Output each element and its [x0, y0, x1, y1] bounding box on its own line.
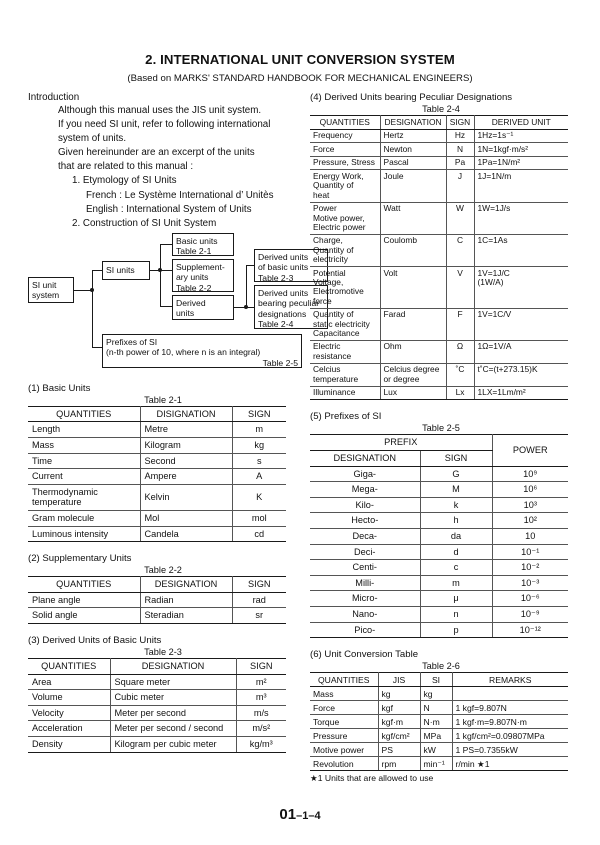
cell-sign: M: [420, 482, 492, 498]
table-row: [310, 701, 568, 715]
table-caption-2-1: Table 2-1: [144, 394, 182, 405]
cell-remarks: 1 PS=0.7355kW: [452, 743, 568, 757]
cell-designation: Watt: [380, 202, 446, 234]
column-header: QUANTITIES: [28, 577, 140, 593]
diagram-box-si-unit-system: SI unit system: [28, 277, 74, 303]
cell-quantity: Quantity of static electricity Capacitance: [310, 308, 380, 340]
table-row: [28, 705, 286, 721]
table-row: [310, 482, 568, 498]
cell-sign: Hz: [446, 129, 474, 143]
cell-designation: Kilo-: [310, 497, 420, 513]
section-label-basic-units: (1) Basic Units: [28, 382, 91, 394]
intro-item-2: 2. Construction of SI Unit System: [72, 217, 217, 229]
cell-quantity: Mass: [310, 687, 378, 701]
intro-line: Although this manual uses the JIS unit system.: [58, 105, 262, 116]
table-row: [310, 729, 568, 743]
table-2-6: [310, 672, 568, 771]
column-header: DISIGNATION: [140, 406, 232, 422]
table-header-row: [28, 577, 286, 593]
cell-sign: ˚C: [446, 363, 474, 386]
diagram-connector: [92, 347, 102, 348]
column-header: SIGN: [420, 451, 492, 467]
cell-designation: Steradian: [140, 608, 232, 624]
table-row: [310, 687, 568, 701]
table-row: [310, 622, 568, 638]
table-row: [28, 721, 286, 737]
cell-quantity: Luminous intensity: [28, 526, 140, 542]
table-row: [310, 143, 568, 157]
cell-sign: p: [420, 622, 492, 638]
cell-sign: K: [232, 484, 286, 510]
footer-page-suffix: –1–4: [296, 810, 321, 822]
cell-derived-unit: 1V=1J/C (1W/A): [474, 267, 568, 309]
cell-designation: Square meter: [110, 674, 236, 690]
cell-sign: mol: [232, 511, 286, 527]
cell-quantity: Revolution: [310, 757, 378, 771]
cell-designation: Lux: [380, 386, 446, 400]
table-row: [310, 513, 568, 529]
cell-designation: Ampere: [140, 469, 232, 485]
cell-sign: Ω: [446, 340, 474, 363]
cell-sign: s: [232, 453, 286, 469]
table-group-header-row: [310, 435, 568, 451]
table-row: [310, 170, 568, 202]
table-header-row: [28, 658, 286, 674]
diagram-box-derived-units-peculiar: Derived units bearing peculiar designations Table 2-4: [254, 285, 328, 329]
cell-power: 10⁶: [492, 482, 568, 498]
diagram-box-supplementary-units: Supplement- ary units Table 2-2: [172, 259, 234, 292]
intro-line: that are related to this manual :: [58, 161, 194, 173]
table-2-6-footnote: ★1 Units that are allowed to use: [310, 773, 434, 784]
cell-quantity: Thermodynamic temperature: [28, 484, 140, 510]
cell-quantity: Plane angle: [28, 592, 140, 608]
cell-jis: kgf/cm²: [378, 729, 420, 743]
cell-sign: m: [232, 422, 286, 438]
cell-quantity: Power Motive power, Electric power: [310, 202, 380, 234]
diagram-connector: [92, 290, 93, 347]
cell-si: kW: [420, 743, 452, 757]
cell-sign: cd: [232, 526, 286, 542]
cell-designation: Micro-: [310, 591, 420, 607]
cell-sign: N: [446, 143, 474, 157]
table-row: [310, 340, 568, 363]
cell-quantity: Pressure, Stress: [310, 156, 380, 170]
cell-designation: Farad: [380, 308, 446, 340]
column-header: DERIVED UNIT: [474, 116, 568, 130]
table-row: [310, 267, 568, 309]
cell-designation: Mega-: [310, 482, 420, 498]
cell-designation: Pascal: [380, 156, 446, 170]
cell-power: 10: [492, 529, 568, 545]
diagram-connector: [246, 307, 254, 308]
column-header: DESIGNATION: [380, 116, 446, 130]
cell-power: 10³: [492, 497, 568, 513]
cell-designation: Pico-: [310, 622, 420, 638]
table-row: [310, 363, 568, 386]
table-2-4: [310, 115, 568, 400]
column-header: SI: [420, 673, 452, 687]
table-row: [28, 592, 286, 608]
cell-designation: Second: [140, 453, 232, 469]
cell-si: min⁻¹: [420, 757, 452, 771]
table-caption-2-5: Table 2-5: [422, 423, 460, 434]
cell-quantity: Acceleration: [28, 721, 110, 737]
cell-derived-unit: 1LX=1Lm/m²: [474, 386, 568, 400]
section-label-unit-conversion: (6) Unit Conversion Table: [310, 649, 419, 661]
cell-sign: V: [446, 267, 474, 309]
cell-quantity: Energy Work, Quantity of heat: [310, 170, 380, 202]
left-column: [28, 92, 320, 753]
column-header: SIGN: [236, 658, 286, 674]
cell-power: 10⁹: [492, 466, 568, 482]
cell-sign: m/s: [236, 705, 286, 721]
column-header: DESIGNATION: [310, 451, 420, 467]
cell-quantity: Force: [310, 143, 380, 157]
cell-jis: kgf: [378, 701, 420, 715]
page-title: 2. INTERNATIONAL UNIT CONVERSION SYSTEM: [145, 52, 455, 67]
table-row: [28, 469, 286, 485]
diagram-connector: [246, 265, 254, 266]
diagram-connector: [160, 306, 172, 307]
cell-derived-unit: 1Pa=1N/m²: [474, 156, 568, 170]
table-row: [28, 674, 286, 690]
intro-item-1: 1. Etymology of SI Units: [72, 175, 177, 187]
cell-derived-unit: 1Ω=1V/A: [474, 340, 568, 363]
table-row: [28, 608, 286, 624]
cell-jis: kg: [378, 687, 420, 701]
cell-quantity: Density: [28, 736, 110, 752]
table-row: [310, 575, 568, 591]
cell-derived-unit: 1W=1J/s: [474, 202, 568, 234]
table-2-3: [28, 658, 286, 753]
cell-designation: Mol: [140, 511, 232, 527]
cell-quantity: Motive power: [310, 743, 378, 757]
cell-designation: Meter per second: [110, 705, 236, 721]
cell-designation: Kilogram: [140, 438, 232, 454]
table-row: [310, 386, 568, 400]
table-row: [310, 743, 568, 757]
table-header-row: [310, 116, 568, 130]
cell-designation: Ohm: [380, 340, 446, 363]
table-2-1: [28, 406, 286, 542]
diagram-box-derived-units-of-basic-units: Derived units of basic units Table 2-3: [254, 249, 328, 282]
section-label-derived-units-basic: (3) Derived Units of Basic Units: [28, 634, 162, 646]
cell-quantity: Area: [28, 674, 110, 690]
cell-sign: kg: [232, 438, 286, 454]
cell-designation: Deca-: [310, 529, 420, 545]
cell-sign: k: [420, 497, 492, 513]
si-unit-structure-diagram: [28, 235, 320, 372]
table-row: [310, 560, 568, 576]
cell-quantity: Frequency: [310, 129, 380, 143]
cell-derived-unit: 1C=1As: [474, 234, 568, 266]
cell-sign: m³: [236, 690, 286, 706]
section-label-prefixes-of-si: (5) Prefixes of SI: [310, 411, 382, 423]
column-header: DESIGNATION: [110, 658, 236, 674]
cell-sign: F: [446, 308, 474, 340]
footer-page-number: 01: [279, 806, 297, 823]
cell-jis: PS: [378, 743, 420, 757]
page-footer: [0, 806, 600, 823]
table-row: [310, 529, 568, 545]
cell-sign: rad: [232, 592, 286, 608]
cell-remarks: 1 kgf=9.807N: [452, 701, 568, 715]
cell-designation: Giga-: [310, 466, 420, 482]
cell-sign: sr: [232, 608, 286, 624]
table-row: [310, 544, 568, 560]
table-caption-2-4: Table 2-4: [422, 104, 460, 114]
diagram-connector: [246, 265, 247, 307]
table-row: [310, 497, 568, 513]
cell-designation: Metre: [140, 422, 232, 438]
cell-sign: A: [232, 469, 286, 485]
cell-quantity: Mass: [28, 438, 140, 454]
column-header: DESIGNATION: [140, 577, 232, 593]
cell-designation: Celcius degree or degree: [380, 363, 446, 386]
column-header: SIGN: [232, 577, 286, 593]
table-row: [28, 453, 286, 469]
table-row: [310, 129, 568, 143]
cell-designation: Cubic meter: [110, 690, 236, 706]
right-column: [310, 92, 572, 784]
column-header: SIGN: [232, 406, 286, 422]
cell-power: 10⁻¹²: [492, 622, 568, 638]
cell-designation: Volt: [380, 267, 446, 309]
section-label-supplementary-units: (2) Supplementary Units: [28, 553, 132, 565]
cell-designation: Hertz: [380, 129, 446, 143]
cell-remarks: r/min ★1: [452, 757, 568, 771]
cell-jis: kgf·m: [378, 715, 420, 729]
diagram-connector: [92, 270, 93, 290]
table-row: [310, 156, 568, 170]
cell-remarks: 1 kgf·m=9.807N·m: [452, 715, 568, 729]
cell-quantity: Torque: [310, 715, 378, 729]
cell-sign: G: [420, 466, 492, 482]
table-row: [28, 736, 286, 752]
cell-designation: Coulomb: [380, 234, 446, 266]
table-row: [28, 690, 286, 706]
cell-sign: m/s²: [236, 721, 286, 737]
cell-power: 10⁻⁹: [492, 607, 568, 623]
cell-remarks: [452, 687, 568, 701]
cell-derived-unit: 1V=1C/V: [474, 308, 568, 340]
table-row: [310, 308, 568, 340]
cell-remarks: 1 kgf/cm²=0.09807MPa: [452, 729, 568, 743]
cell-sign: m: [420, 575, 492, 591]
table-row: [28, 484, 286, 510]
table-row: [28, 422, 286, 438]
cell-sign: W: [446, 202, 474, 234]
cell-designation: Hecto-: [310, 513, 420, 529]
cell-quantity: Force: [310, 701, 378, 715]
cell-sign: kg/m³: [236, 736, 286, 752]
cell-designation: Centi-: [310, 560, 420, 576]
table-row: [310, 607, 568, 623]
intro-line: If you need SI unit, refer to following international: [58, 119, 271, 131]
cell-sign: h: [420, 513, 492, 529]
cell-quantity: Pressure: [310, 729, 378, 743]
diagram-box-basic-units: Basic units Table 2-1: [172, 233, 234, 256]
cell-sign: Pa: [446, 156, 474, 170]
cell-derived-unit: 1N=1kgf·m/s²: [474, 143, 568, 157]
cell-quantity: Charge, Quantity of electricity: [310, 234, 380, 266]
cell-sign: C: [446, 234, 474, 266]
cell-designation: Milli-: [310, 575, 420, 591]
column-group-header-prefix: PREFIX: [310, 435, 492, 451]
column-header: REMARKS: [452, 673, 568, 687]
table-row: [28, 438, 286, 454]
cell-power: 10⁻³: [492, 575, 568, 591]
intro-item-1-french: French : Le Système International d’ Unitès: [86, 189, 274, 201]
table-row: [28, 526, 286, 542]
cell-power: 10⁻¹: [492, 544, 568, 560]
section-label-derived-peculiar: (4) Derived Units bearing Peculiar Designations: [310, 92, 513, 103]
column-header: JIS: [378, 673, 420, 687]
cell-designation: Deci-: [310, 544, 420, 560]
table-caption-2-6: Table 2-6: [422, 661, 460, 672]
table-row: [310, 757, 568, 771]
column-header: QUANTITIES: [310, 673, 378, 687]
diagram-box-prefixes-of-si: Prefixes of SI (n-th power of 10, where n is an integral) Table 2-5: [102, 334, 302, 368]
cell-quantity: Solid angle: [28, 608, 140, 624]
table-header-row: [28, 406, 286, 422]
column-header: QUANTITIES: [28, 406, 140, 422]
diagram-box-derived-units: Derived units: [172, 295, 234, 320]
table-2-2: [28, 576, 286, 624]
cell-sign: n: [420, 607, 492, 623]
cell-si: N·m: [420, 715, 452, 729]
column-header: QUANTITIES: [28, 658, 110, 674]
cell-designation: Newton: [380, 143, 446, 157]
diagram-connector: [160, 244, 161, 306]
table-caption-2-2: Table 2-2: [144, 565, 182, 576]
cell-quantity: Current: [28, 469, 140, 485]
cell-power: 10⁻²: [492, 560, 568, 576]
cell-derived-unit: t˚C=(t+273.15)K: [474, 363, 568, 386]
cell-sign: c: [420, 560, 492, 576]
intro-line: Given hereinunder are an excerpt of the units: [58, 147, 255, 159]
cell-designation: Kilogram per cubic meter: [110, 736, 236, 752]
table-row: [310, 234, 568, 266]
intro-line: system of units.: [58, 133, 127, 145]
cell-si: N: [420, 701, 452, 715]
cell-quantity: Length: [28, 422, 140, 438]
table-row: [310, 202, 568, 234]
table-row: [310, 715, 568, 729]
introduction-body: [58, 104, 298, 231]
cell-sign: m²: [236, 674, 286, 690]
cell-sign: d: [420, 544, 492, 560]
diagram-box-si-units: SI units: [102, 261, 150, 280]
cell-si: kg: [420, 687, 452, 701]
table-2-5: [310, 434, 568, 638]
column-header: SIGN: [446, 116, 474, 130]
column-header-power: POWER: [492, 435, 568, 466]
cell-sign: J: [446, 170, 474, 202]
cell-designation: Meter per second / second: [110, 721, 236, 737]
diagram-connector: [92, 270, 102, 271]
cell-quantity: Gram molecule: [28, 511, 140, 527]
cell-sign: da: [420, 529, 492, 545]
column-header: QUANTITIES: [310, 116, 380, 130]
page-subtitle: (Based on MARKS' STANDARD HANDBOOK FOR MECHANICAL ENGINEERS): [127, 73, 473, 84]
cell-power: 10²: [492, 513, 568, 529]
diagram-connector: [160, 244, 172, 245]
cell-derived-unit: 1Hz=1s⁻¹: [474, 129, 568, 143]
cell-quantity: Time: [28, 453, 140, 469]
cell-si: MPa: [420, 729, 452, 743]
introduction-heading: Introduction: [28, 92, 80, 103]
cell-quantity: Volume: [28, 690, 110, 706]
cell-sign: Lx: [446, 386, 474, 400]
cell-designation: Kelvin: [140, 484, 232, 510]
table-row: [28, 511, 286, 527]
cell-designation: Radian: [140, 592, 232, 608]
diagram-connector: [160, 270, 172, 271]
cell-derived-unit: 1J=1N/m: [474, 170, 568, 202]
cell-jis: rpm: [378, 757, 420, 771]
table-caption-2-3: Table 2-3: [144, 646, 182, 657]
cell-quantity: Electric resistance: [310, 340, 380, 363]
cell-sign: μ: [420, 591, 492, 607]
cell-quantity: Celcius temperature: [310, 363, 380, 386]
cell-quantity: Illuminance: [310, 386, 380, 400]
cell-designation: Joule: [380, 170, 446, 202]
table-header-row: [310, 673, 568, 687]
table-row: [310, 591, 568, 607]
cell-quantity: Potential Voltage, Electromotive force: [310, 267, 380, 309]
table-row: [310, 466, 568, 482]
cell-quantity: Velocity: [28, 705, 110, 721]
cell-designation: Nano-: [310, 607, 420, 623]
intro-item-1-english: English : International System of Units: [86, 203, 252, 215]
cell-power: 10⁻⁶: [492, 591, 568, 607]
cell-designation: Candela: [140, 526, 232, 542]
